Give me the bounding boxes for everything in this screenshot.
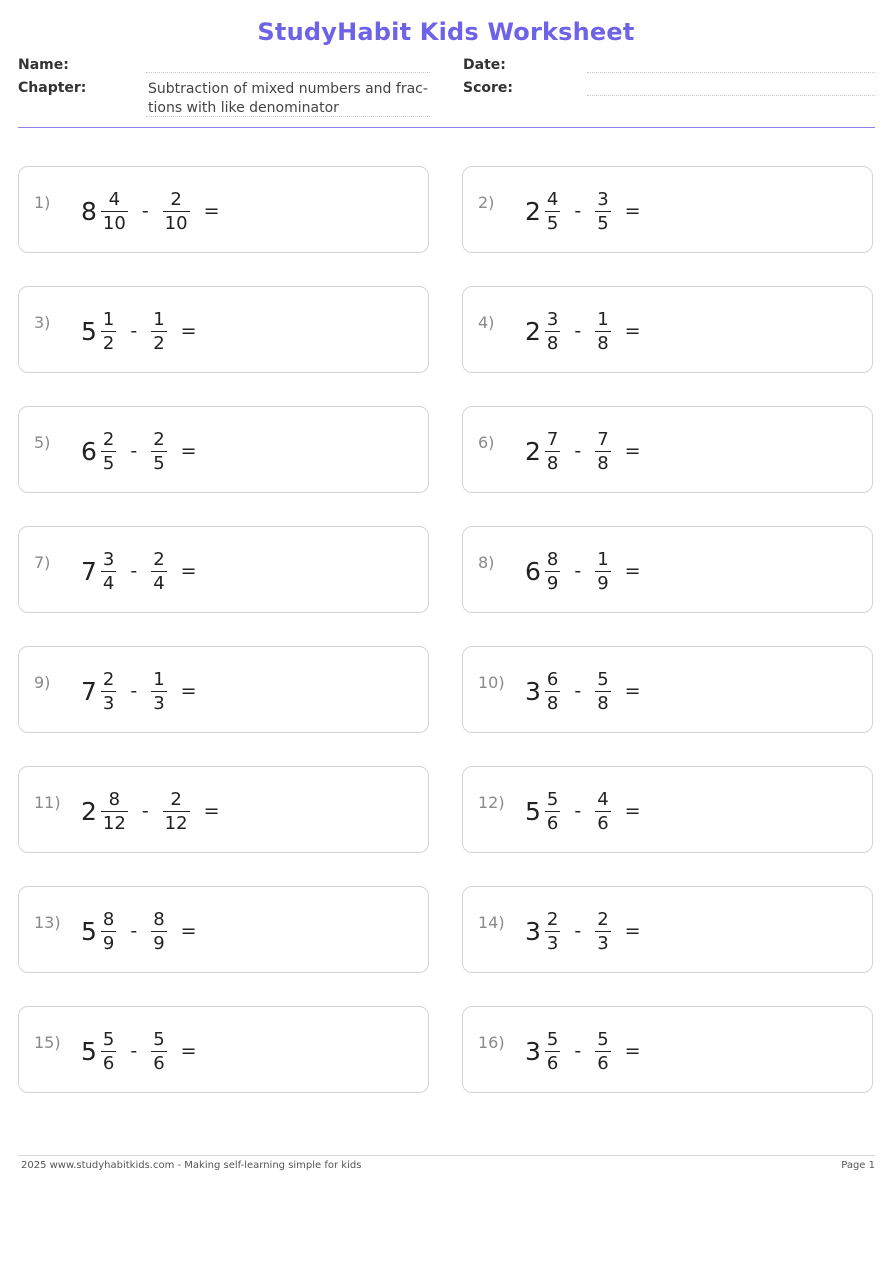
numerator: 5 — [546, 1028, 559, 1050]
numerator: 2 — [102, 668, 115, 690]
footer-divider — [18, 1155, 875, 1156]
numerator: 5 — [597, 1028, 609, 1050]
chapter-label: Chapter: — [18, 80, 87, 96]
numerator: 2 — [546, 908, 559, 930]
fraction-1 — [545, 669, 560, 714]
denominator: 8 — [597, 332, 609, 354]
equals-sign: = — [624, 680, 641, 702]
fraction-1 — [101, 429, 116, 474]
numerator: 4 — [108, 188, 121, 210]
numerator: 1 — [153, 308, 165, 330]
equals-sign: = — [180, 680, 197, 702]
equals-sign: = — [203, 800, 220, 822]
numerator: 7 — [546, 428, 559, 450]
fraction-bar — [595, 451, 610, 452]
minus-sign: - — [574, 680, 582, 702]
fraction-bar — [151, 331, 166, 332]
fraction-2 — [595, 549, 610, 594]
fraction-2 — [151, 549, 166, 594]
fraction-bar — [151, 691, 166, 692]
fraction-bar — [101, 331, 116, 332]
numerator: 5 — [546, 788, 559, 810]
problem-number: 2) — [478, 193, 495, 212]
problem-expression — [525, 425, 641, 477]
whole-number: 2 — [525, 316, 541, 346]
equals-sign: = — [180, 440, 197, 462]
equals-sign: = — [180, 1040, 197, 1062]
fraction-bar — [151, 451, 166, 452]
fraction-1 — [101, 309, 116, 354]
score-field[interactable] — [587, 95, 875, 96]
denominator: 6 — [597, 1052, 609, 1074]
score-label: Score: — [463, 80, 513, 96]
problem-expression — [525, 1025, 641, 1077]
whole-number: 5 — [81, 1036, 97, 1066]
problem-expression — [81, 425, 197, 477]
problem-card[interactable] — [462, 286, 873, 373]
fraction-bar — [545, 211, 560, 212]
fraction-1 — [545, 189, 560, 234]
minus-sign: - — [130, 560, 138, 582]
whole-number: 2 — [525, 196, 541, 226]
whole-number: 7 — [81, 556, 97, 586]
numerator: 8 — [546, 548, 559, 570]
numerator: 3 — [102, 548, 115, 570]
denominator: 2 — [153, 332, 165, 354]
equals-sign: = — [180, 560, 197, 582]
minus-sign: - — [574, 320, 582, 342]
numerator: 2 — [102, 428, 115, 450]
fraction-2 — [595, 669, 610, 714]
footer-credit: 2025 www.studyhabitkids.com - Making self-learning simple for kids — [21, 1160, 362, 1171]
denominator: 6 — [102, 1052, 115, 1074]
equals-sign: = — [624, 440, 641, 462]
numerator: 1 — [102, 308, 115, 330]
denominator: 6 — [153, 1052, 165, 1074]
problem-expression — [525, 665, 641, 717]
fraction-bar — [101, 931, 116, 932]
fraction-bar — [595, 331, 610, 332]
fraction-1 — [101, 1029, 116, 1074]
equals-sign: = — [624, 920, 641, 942]
minus-sign: - — [141, 200, 149, 222]
fraction-2 — [595, 1029, 610, 1074]
numerator: 1 — [597, 308, 609, 330]
fraction-1 — [545, 909, 560, 954]
numerator: 2 — [153, 428, 165, 450]
name-label: Name: — [18, 57, 69, 73]
denominator: 10 — [102, 212, 126, 234]
problem-card[interactable] — [18, 286, 429, 373]
whole-number: 5 — [81, 316, 97, 346]
numerator: 2 — [153, 548, 165, 570]
minus-sign: - — [574, 1040, 582, 1062]
minus-sign: - — [141, 800, 149, 822]
denominator: 5 — [153, 452, 165, 474]
denominator: 5 — [597, 212, 609, 234]
minus-sign: - — [574, 200, 582, 222]
whole-number: 6 — [525, 556, 541, 586]
denominator: 4 — [153, 572, 165, 594]
problem-number: 15) — [34, 1033, 61, 1052]
problem-number: 7) — [34, 553, 51, 572]
numerator: 7 — [597, 428, 609, 450]
fraction-2 — [151, 1029, 166, 1074]
problem-card[interactable] — [462, 886, 873, 973]
whole-number: 8 — [81, 196, 97, 226]
minus-sign: - — [130, 680, 138, 702]
problem-card[interactable] — [18, 766, 429, 853]
denominator: 6 — [546, 812, 559, 834]
problem-card[interactable] — [18, 646, 429, 733]
numerator: 3 — [546, 308, 559, 330]
numerator: 5 — [597, 668, 609, 690]
fraction-1 — [101, 909, 116, 954]
equals-sign: = — [180, 920, 197, 942]
fraction-bar — [151, 1051, 166, 1052]
problem-expression — [525, 545, 641, 597]
fraction-bar — [545, 571, 560, 572]
denominator: 6 — [546, 1052, 559, 1074]
denominator: 5 — [546, 212, 559, 234]
problem-number: 11) — [34, 793, 61, 812]
date-field[interactable] — [587, 72, 875, 73]
problem-card[interactable] — [18, 406, 429, 493]
whole-number: 6 — [81, 436, 97, 466]
minus-sign: - — [574, 560, 582, 582]
fraction-bar — [545, 1051, 560, 1052]
denominator: 8 — [546, 692, 559, 714]
numerator: 3 — [597, 188, 609, 210]
fraction-1 — [101, 669, 116, 714]
fraction-1 — [545, 309, 560, 354]
denominator: 3 — [102, 692, 115, 714]
denominator: 3 — [153, 692, 165, 714]
name-field[interactable] — [146, 72, 430, 73]
fraction-bar — [545, 931, 560, 932]
fraction-2 — [595, 429, 610, 474]
numerator: 2 — [597, 908, 609, 930]
denominator: 9 — [597, 572, 609, 594]
equals-sign: = — [624, 320, 641, 342]
equals-sign: = — [624, 560, 641, 582]
fraction-2 — [595, 189, 610, 234]
whole-number: 2 — [525, 436, 541, 466]
equals-sign: = — [624, 800, 641, 822]
minus-sign: - — [574, 920, 582, 942]
numerator: 1 — [597, 548, 609, 570]
fraction-bar — [595, 571, 610, 572]
fraction-2 — [151, 669, 166, 714]
fraction-2 — [163, 789, 190, 834]
problem-card[interactable] — [462, 766, 873, 853]
problem-card[interactable] — [18, 1006, 429, 1093]
problem-expression — [525, 905, 641, 957]
problem-number: 4) — [478, 313, 495, 332]
denominator: 3 — [546, 932, 559, 954]
problem-card[interactable] — [18, 886, 429, 973]
denominator: 8 — [597, 452, 609, 474]
minus-sign: - — [130, 1040, 138, 1062]
chapter-underline — [146, 116, 430, 117]
fraction-bar — [595, 691, 610, 692]
problem-number: 8) — [478, 553, 495, 572]
numerator: 8 — [153, 908, 165, 930]
equals-sign: = — [180, 320, 197, 342]
fraction-bar — [545, 691, 560, 692]
denominator: 6 — [597, 812, 609, 834]
equals-sign: = — [624, 200, 641, 222]
fraction-1 — [101, 549, 116, 594]
fraction-2 — [595, 789, 610, 834]
denominator: 12 — [164, 812, 188, 834]
whole-number: 3 — [525, 676, 541, 706]
fraction-bar — [101, 211, 128, 212]
minus-sign: - — [574, 800, 582, 822]
denominator: 9 — [102, 932, 115, 954]
equals-sign: = — [624, 1040, 641, 1062]
denominator: 9 — [153, 932, 165, 954]
denominator: 3 — [597, 932, 609, 954]
fraction-2 — [151, 309, 166, 354]
fraction-bar — [545, 331, 560, 332]
problem-number: 16) — [478, 1033, 505, 1052]
numerator: 1 — [153, 668, 165, 690]
numerator: 5 — [102, 1028, 115, 1050]
problem-number: 14) — [478, 913, 505, 932]
fraction-bar — [101, 811, 128, 812]
fraction-bar — [151, 931, 166, 932]
fraction-bar — [163, 811, 190, 812]
denominator: 10 — [164, 212, 188, 234]
denominator: 8 — [597, 692, 609, 714]
problem-card[interactable] — [462, 1006, 873, 1093]
equals-sign: = — [203, 200, 220, 222]
denominator: 8 — [546, 332, 559, 354]
whole-number: 2 — [81, 796, 97, 826]
fraction-bar — [545, 451, 560, 452]
fraction-bar — [595, 811, 610, 812]
whole-number: 3 — [525, 916, 541, 946]
page-number: Page 1 — [841, 1160, 875, 1171]
fraction-bar — [101, 571, 116, 572]
whole-number: 7 — [81, 676, 97, 706]
fraction-bar — [595, 931, 610, 932]
numerator: 8 — [102, 908, 115, 930]
problem-expression — [81, 1025, 197, 1077]
fraction-2 — [595, 309, 610, 354]
numerator: 2 — [170, 788, 182, 810]
fraction-1 — [545, 789, 560, 834]
numerator: 4 — [597, 788, 609, 810]
problem-number: 6) — [478, 433, 495, 452]
fraction-bar — [101, 691, 116, 692]
denominator: 5 — [102, 452, 115, 474]
problem-card[interactable] — [462, 526, 873, 613]
fraction-bar — [101, 1051, 116, 1052]
problem-expression — [81, 545, 197, 597]
problem-card[interactable] — [18, 526, 429, 613]
numerator: 8 — [108, 788, 121, 810]
fraction-1 — [545, 429, 560, 474]
problem-number: 5) — [34, 433, 51, 452]
denominator: 4 — [102, 572, 115, 594]
fraction-2 — [151, 909, 166, 954]
denominator: 8 — [546, 452, 559, 474]
chapter-value: Subtraction of mixed numbers and frac- tions with like denominator — [148, 81, 428, 116]
date-label: Date: — [463, 57, 506, 73]
problem-card[interactable] — [462, 406, 873, 493]
minus-sign: - — [130, 920, 138, 942]
minus-sign: - — [130, 320, 138, 342]
fraction-2 — [595, 909, 610, 954]
denominator: 9 — [546, 572, 559, 594]
fraction-2 — [163, 189, 190, 234]
problem-number: 13) — [34, 913, 61, 932]
fraction-bar — [101, 451, 116, 452]
header-divider — [18, 127, 875, 128]
problem-expression — [525, 785, 641, 837]
problem-number: 9) — [34, 673, 51, 692]
problem-card[interactable] — [462, 166, 873, 253]
problem-expression — [81, 905, 197, 957]
minus-sign: - — [130, 440, 138, 462]
problem-expression — [81, 665, 197, 717]
numerator: 4 — [546, 188, 559, 210]
whole-number: 5 — [525, 796, 541, 826]
problem-expression — [81, 185, 220, 237]
fraction-1 — [101, 189, 128, 234]
denominator: 2 — [102, 332, 115, 354]
problem-number: 1) — [34, 193, 51, 212]
minus-sign: - — [574, 440, 582, 462]
fraction-bar — [163, 211, 190, 212]
numerator: 6 — [546, 668, 559, 690]
fraction-bar — [595, 1051, 610, 1052]
problem-expression — [525, 305, 641, 357]
problem-card[interactable] — [18, 166, 429, 253]
numerator: 2 — [170, 188, 182, 210]
problem-expression — [81, 785, 220, 837]
fraction-1 — [101, 789, 128, 834]
page-title: StudyHabit Kids Worksheet — [257, 18, 635, 46]
problem-number: 12) — [478, 793, 505, 812]
problem-expression — [525, 185, 641, 237]
fraction-bar — [151, 571, 166, 572]
whole-number: 5 — [81, 916, 97, 946]
denominator: 12 — [102, 812, 126, 834]
fraction-1 — [545, 549, 560, 594]
problem-number: 10) — [478, 673, 505, 692]
fraction-bar — [545, 811, 560, 812]
problem-number: 3) — [34, 313, 51, 332]
problem-card[interactable] — [462, 646, 873, 733]
fraction-1 — [545, 1029, 560, 1074]
whole-number: 3 — [525, 1036, 541, 1066]
fraction-bar — [595, 211, 610, 212]
numerator: 5 — [153, 1028, 165, 1050]
problem-expression — [81, 305, 197, 357]
fraction-2 — [151, 429, 166, 474]
